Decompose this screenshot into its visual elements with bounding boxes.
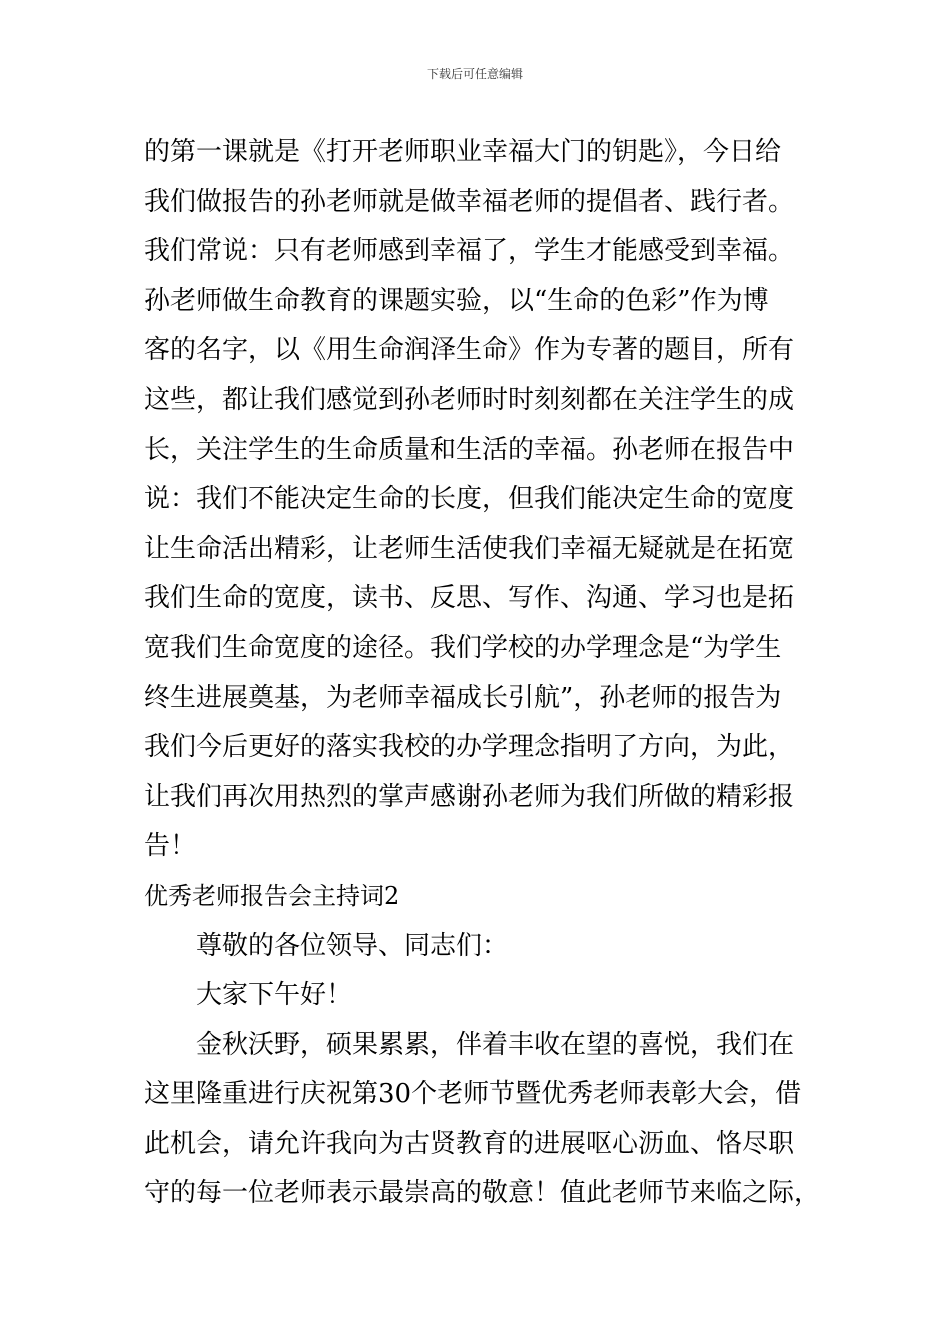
text-line: 这些，都让我们感觉到孙老师时时刻刻都在关注学生的成 [144, 384, 795, 415]
text-line: 让生命活出精彩，让老师生活使我们幸福无疑就是在拓宽 [144, 533, 795, 564]
text-line: 我们常说：只有老师感到幸福了，学生才能感受到幸福。 [144, 236, 795, 267]
text-line: 让我们再次用热烈的掌声感谢孙老师为我们所做的精彩报 [144, 781, 795, 812]
text-line: 我们做报告的孙老师就是做幸福老师的提倡者、践行者。 [144, 186, 795, 217]
text-line: 长，关注学生的生命质量和生活的幸福。孙老师在报告中 [144, 434, 795, 465]
text-line: 我们生命的宽度，读书、反思、写作、沟通、学习也是拓 [144, 583, 795, 614]
paragraph-line: 此机会，请允许我向为古贤教育的进展呕心沥血、恪尽职 [144, 1128, 795, 1159]
text-line: 客的名字，以《用生命润泽生命》作为专著的题目，所有 [144, 335, 795, 366]
document-body [144, 128, 824, 1219]
text-line: 告！ [144, 831, 197, 862]
salutation-line: 大家下午好！ [196, 980, 353, 1011]
text-line: 孙老师做生命教育的课题实验，以“生命的色彩”作为博 [144, 285, 769, 316]
text-line: 说：我们不能决定生命的长度，但我们能决定生命的宽度 [144, 484, 795, 515]
greeting-line: 尊敬的各位领导、同志们： [196, 930, 509, 961]
text-line: 终生进展奠基，为老师幸福成长引航”，孙老师的报告为 [144, 682, 782, 713]
paragraph-line: 金秋沃野，硕果累累，伴着丰收在望的喜悦，我们在 [196, 1029, 795, 1060]
section-heading: 优秀老师报告会主持词2 [144, 881, 400, 910]
paragraph-line: 这里隆重进行庆祝第30个老师节暨优秀老师表彰大会，借 [144, 1079, 802, 1110]
text-line: 我们今后更好的落实我校的办学理念指明了方向，为此， [144, 732, 795, 763]
page-header: 下载后可任意编辑 [426, 67, 523, 81]
text-line: 的第一课就是《打开老师职业幸福大门的钥匙》，今日给 [144, 137, 782, 167]
text-line: 宽我们生命宽度的途径。我们学校的办学理念是“为学生 [144, 632, 782, 663]
paragraph-line: 守的每一位老师表示最崇高的敬意！值此老师节来临之际， [144, 1178, 821, 1209]
